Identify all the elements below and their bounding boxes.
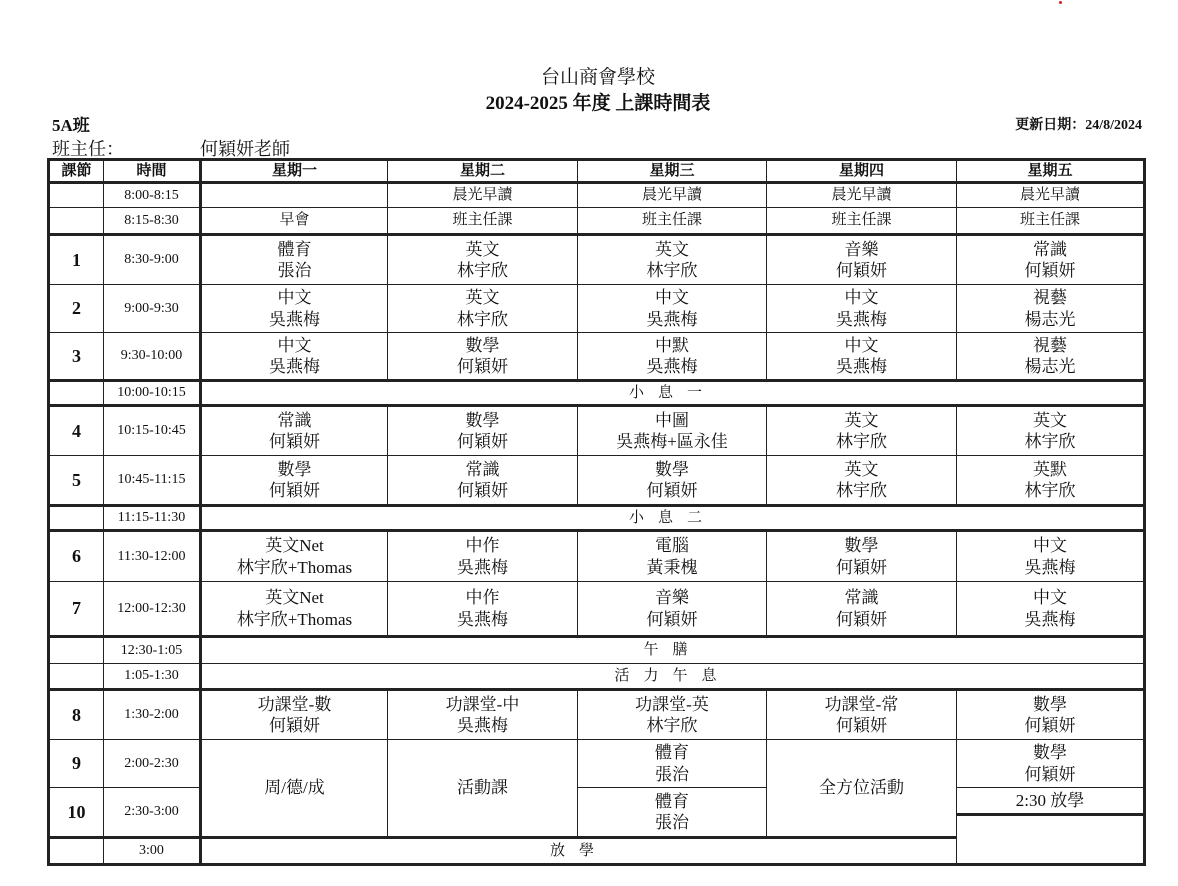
lesson-cell: 英文 林宇欣 — [956, 406, 1146, 456]
break-row: 小息二 — [199, 506, 1146, 532]
period-number: 3 — [47, 332, 104, 382]
period-number: 8 — [47, 690, 104, 740]
lesson-cell: 視藝 楊志光 — [956, 284, 1146, 333]
lesson-cell: 中作 吳燕梅 — [387, 531, 578, 582]
lesson-cell: 常識 何穎妍 — [956, 235, 1146, 285]
lesson-cell: 中文 吳燕梅 — [199, 284, 388, 333]
lesson-cell: 中默 吳燕梅 — [577, 332, 767, 382]
lesson-cell: 常識 何穎妍 — [766, 581, 957, 638]
lesson-cell: 英默 林宇欣 — [956, 455, 1146, 507]
lesson-cell: 英文 林宇欣 — [387, 284, 578, 333]
header-wed: 星期三 — [577, 158, 767, 182]
time-cell: 11:30-12:00 — [103, 531, 200, 582]
time-cell: 11:15-11:30 — [103, 506, 200, 532]
lesson-cell: 功課堂-中 吳燕梅 — [387, 690, 578, 740]
lesson-cell: 數學 何穎妍 — [577, 455, 767, 507]
header-thu: 星期四 — [766, 158, 957, 182]
table-cell — [47, 181, 104, 208]
period-number: 9 — [47, 739, 104, 788]
time-cell: 2:00-2:30 — [103, 739, 200, 788]
header-period: 課節 — [47, 158, 104, 182]
period-number: 4 — [47, 406, 104, 456]
class-name: 5A班 — [52, 116, 90, 135]
break-row: 活力午息 — [199, 663, 1146, 691]
header-tue: 星期二 — [387, 158, 578, 182]
header-mon: 星期一 — [199, 158, 388, 182]
lesson-cell: 音樂 何穎妍 — [766, 235, 957, 285]
table-cell: 班主任課 — [577, 207, 767, 236]
lesson-cell: 中圖 吳燕梅+區永佳 — [577, 406, 767, 456]
table-cell — [47, 637, 104, 664]
lesson-cell: 英文 林宇欣 — [766, 455, 957, 507]
table-cell: 班主任課 — [956, 207, 1146, 236]
period-number: 10 — [47, 787, 104, 839]
lesson-cell: 中文 吳燕梅 — [577, 284, 767, 333]
period-number: 5 — [47, 455, 104, 507]
lesson-cell: 常識 何穎妍 — [199, 406, 388, 456]
lesson-cell: 功課堂-數 何穎妍 — [199, 690, 388, 740]
lesson-cell: 常識 何穎妍 — [387, 455, 578, 507]
time-cell: 12:00-12:30 — [103, 581, 200, 638]
time-cell: 9:30-10:00 — [103, 332, 200, 382]
lesson-cell: 數學 何穎妍 — [387, 332, 578, 382]
table-cell — [199, 181, 388, 208]
lesson-cell: 英文 林宇欣 — [766, 406, 957, 456]
lesson-cell: 英文 林宇欣 — [387, 235, 578, 285]
table-cell — [47, 207, 104, 236]
period-number: 2 — [47, 284, 104, 333]
lesson-cell: 體育 張治 — [577, 739, 767, 788]
table-cell: 班主任課 — [387, 207, 578, 236]
time-cell: 12:30-1:05 — [103, 637, 200, 664]
lesson-cell: 數學 何穎妍 — [199, 455, 388, 507]
lesson-cell: 中作 吳燕梅 — [387, 581, 578, 638]
lesson-cell: 英文Net 林宇欣+Thomas — [199, 531, 388, 582]
red-dot-mark — [1059, 1, 1062, 4]
lesson-cell: 中文 吳燕梅 — [956, 531, 1146, 582]
update-date: 更新日期：24/8/2024 — [1015, 118, 1142, 133]
lesson-cell: 功課堂-英 林宇欣 — [577, 690, 767, 740]
table-cell — [47, 663, 104, 691]
merged-activity-cell: 周/德/成 — [199, 739, 388, 839]
class-teacher-name: 何穎妍老師 — [200, 139, 290, 159]
lesson-cell: 數學 何穎妍 — [387, 406, 578, 456]
time-cell: 3:00 — [103, 838, 200, 866]
timetable-title: 2024-2025 年度 上課時間表 — [485, 93, 711, 114]
lesson-cell: 數學 何穎妍 — [956, 739, 1146, 788]
empty-cell — [956, 813, 1146, 866]
period-number: 7 — [47, 581, 104, 638]
table-cell: 晨光早讀 — [577, 181, 767, 208]
lesson-cell: 電腦 黃秉槐 — [577, 531, 767, 582]
lesson-cell: 數學 何穎妍 — [956, 690, 1146, 740]
lesson-cell: 中文 吳燕梅 — [199, 332, 388, 382]
table-cell: 晨光早讀 — [387, 181, 578, 208]
time-cell: 1:05-1:30 — [103, 663, 200, 691]
lesson-cell: 英文 林宇欣 — [577, 235, 767, 285]
table-cell: 班主任課 — [766, 207, 957, 236]
break-row: 小息一 — [199, 381, 1146, 407]
lesson-cell: 功課堂-常 何穎妍 — [766, 690, 957, 740]
time-cell: 10:15-10:45 — [103, 406, 200, 456]
school-name: 台山商會學校 — [540, 67, 655, 88]
merged-activity-cell: 活動課 — [387, 739, 578, 839]
time-cell: 1:30-2:00 — [103, 690, 200, 740]
time-cell: 8:00-8:15 — [103, 181, 200, 208]
time-cell: 10:00-10:15 — [103, 381, 200, 407]
lesson-cell: 體育 張治 — [577, 787, 767, 839]
table-cell: 早會 — [199, 207, 388, 236]
lesson-cell: 中文 吳燕梅 — [766, 284, 957, 333]
lesson-cell: 視藝 楊志光 — [956, 332, 1146, 382]
class-teacher-label: 班主任： — [52, 139, 124, 159]
time-cell: 2:30-3:00 — [103, 787, 200, 839]
table-cell: 晨光早讀 — [766, 181, 957, 208]
timetable — [47, 158, 1146, 866]
time-cell: 8:15-8:30 — [103, 207, 200, 236]
table-cell — [47, 838, 104, 866]
time-cell: 10:45-11:15 — [103, 455, 200, 507]
lesson-cell: 中文 吳燕梅 — [766, 332, 957, 382]
time-cell: 8:30-9:00 — [103, 235, 200, 285]
lesson-cell: 體育 張治 — [199, 235, 388, 285]
period-number: 1 — [47, 235, 104, 285]
lesson-cell: 英文Net 林宇欣+Thomas — [199, 581, 388, 638]
lesson-cell: 音樂 何穎妍 — [577, 581, 767, 638]
break-row: 午膳 — [199, 637, 1146, 664]
header-time: 時間 — [103, 158, 200, 182]
table-cell: 晨光早讀 — [956, 181, 1146, 208]
break-row: 放學 — [199, 838, 957, 866]
table-cell — [47, 381, 104, 407]
table-cell — [47, 506, 104, 532]
header-fri: 星期五 — [956, 158, 1146, 182]
time-cell: 9:00-9:30 — [103, 284, 200, 333]
period-number: 6 — [47, 531, 104, 582]
lesson-cell: 中文 吳燕梅 — [956, 581, 1146, 638]
lesson-cell: 數學 何穎妍 — [766, 531, 957, 582]
merged-activity-cell: 全方位活動 — [766, 739, 957, 839]
dismissal-note: 2:30 放學 — [956, 787, 1146, 814]
